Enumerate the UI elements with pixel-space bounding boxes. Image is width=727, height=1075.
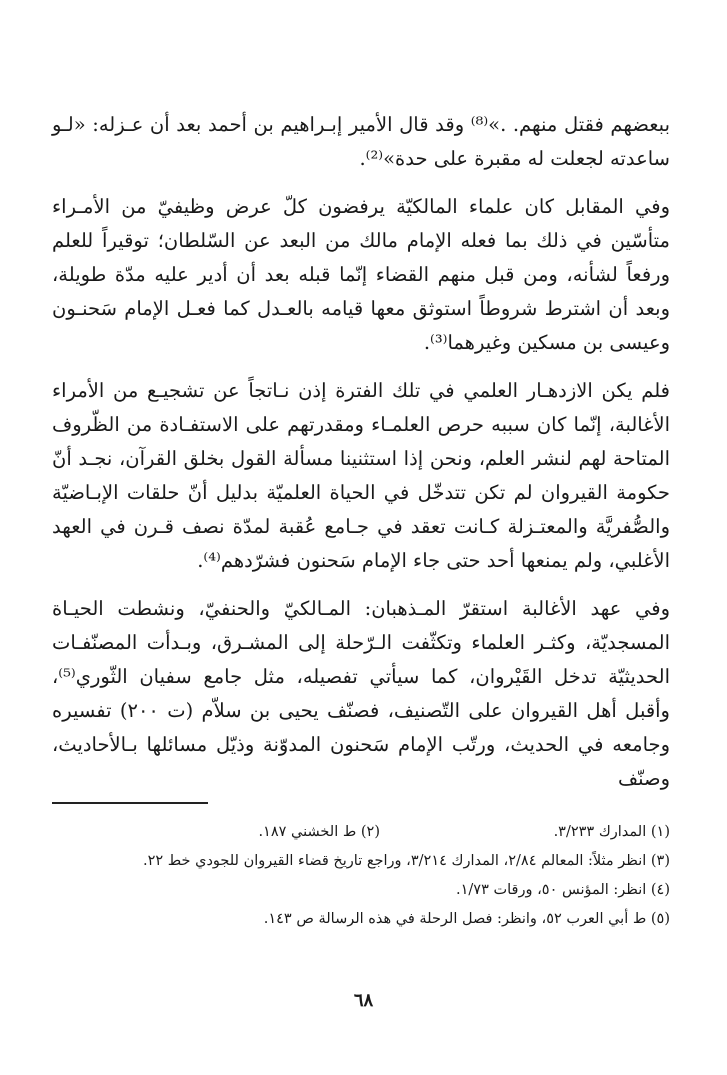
footnote-separator <box>52 802 208 804</box>
paragraph-4: وفي عهد الأغالبة استقرّ المـذهبان: المـالكيّ والحنفيّ، ونشطت الحيـاة المسجديّة، وكثـر العلماء وتكثّفت الـرّحلة إلى المشـرق، وبـدأت المصنّفـات الحديثيّة تدخل القَيْروان، كما سيأتي تفصيله، مثل جامع سفيان الثّوري⁽⁵⁾، وأقبل أهل القيروان على التّصنيف، فصنّف يحيى بن سلاّم (ت ٢٠٠) تفسيره وجامعه في الحديث، ورتّب الإمام سَحنون المدوّنة وذيّل مسائلها بـالأحاديث، وصنّف <box>52 597 670 790</box>
footnote-5: (٥) ط أبي العرب ٥٢، وانظر: فصل الرحلة في هذه الرسالة ص ١٤٣. <box>263 911 670 927</box>
footnote-4: (٤) انظر: المؤنس ٥٠، ورقات ١/٧٣. <box>456 882 670 898</box>
paragraph-1: ببعضهم فقتل منهم. .»⁽⁸⁾ وقد قال الأمير إبـراهيم بن أحمد بعد أن عـزله: «لـو ساعدته لجعلت له مقبرة على حدة»⁽²⁾. <box>52 113 670 170</box>
page-number: ٦٨ <box>353 990 374 1011</box>
paragraph-3: فلم يكن الازدهـار العلمي في تلك الفترة إذن نـاتجاً عن تشجيـع من الأمراء الأغالبة، إنّما كان سببه حرص العلمـاء ومقدرتهم على الاستفـادة من الظّروف المتاحة لهم لنشر العلم، ونحن إذا استثنينا مسألة القول بخلق القرآن، نجـد أنّ حكومة القيروان لم تكن تتدخّل في الحياة العلميّة بدليل أنّ حلقات الإبـاضيّة والصُّفريَّة والمعتـزلة كـانت تعقد في جـامع عُقبة لمدّة نصف قـرن في العهد الأغلبي، ولم يمنعها أحد حتى جاء الإمام سَحنون فشرّدهم⁽⁴⁾. <box>52 379 670 572</box>
paragraph-2: وفي المقابل كان علماء المالكيّة يرفضون كلّ عرض وظيفيّ من الأمـراء متأسّين في ذلك بما فعله الإمام مالك من البعد عن السّلطان؛ توقيراً للعلم ورفعاً لشأنه، ومن قبل منهم القضاء إنّما قبله بعد أن أدير عليه مدّة طويلة، وبعد أن اشترط شروطاً استوثق معها قيامه بالعـدل كما فعـل الإمام سَحنـون وعيسى بن مسكين وغيرهما⁽³⁾. <box>52 195 670 354</box>
footnote-1: (١) المدارك ٣/٢٣٣. <box>553 824 670 840</box>
footnote-3: (٣) انظر مثلاً: المعالم ٢/٨٤، المدارك ٣/٢١٤، وراجع تاريخ قضاء القيروان للجودي خط ٢٢. <box>142 853 670 869</box>
footnotes <box>52 818 670 934</box>
footnote-row-1-2 <box>52 818 670 847</box>
footnote-2: (٢) ط الخشني ١٨٧. <box>258 824 380 840</box>
main-text <box>52 108 670 810</box>
